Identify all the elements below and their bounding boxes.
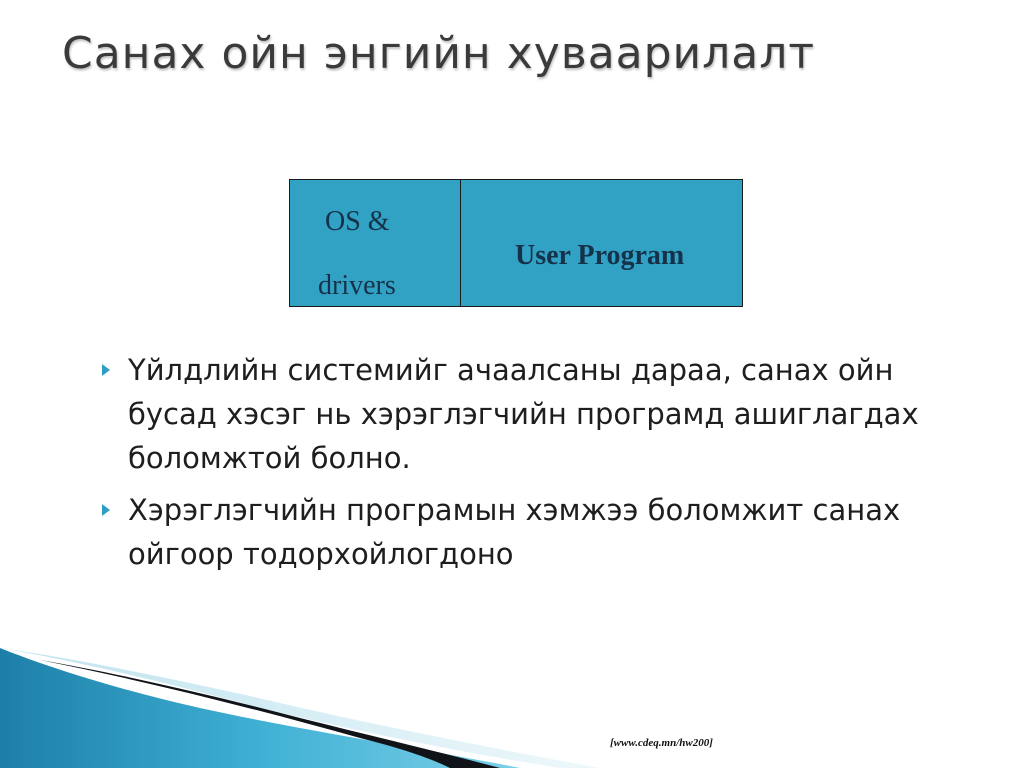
slide-title: Санах ойн энгийн хуваарилалт	[62, 28, 815, 79]
citation-text: [www.cdeq.mn/hw200]	[610, 737, 713, 749]
memory-layout-diagram	[289, 179, 743, 307]
os-drivers-partition	[290, 180, 461, 306]
user-program-partition	[461, 180, 742, 306]
os-label-line1: OS &	[325, 206, 390, 237]
triangle-bullet-icon	[102, 364, 110, 376]
bullet-item	[100, 348, 960, 480]
bullet-text: Хэрэглэгчийн програмын хэмжээ боломжит санах ойгоор тодорхойлогдоно	[128, 493, 901, 571]
bullet-item	[100, 488, 960, 576]
bullet-text: Үйлдлийн системийг ачаалсаны дараа, санах ойн бусад хэсэг нь хэрэглэгчийн програмд ашиглагдах боломжтой болно.	[128, 353, 919, 475]
user-program-label: User Program	[515, 240, 685, 271]
decorative-wave-band	[0, 620, 1024, 768]
os-label-line2: drivers	[318, 270, 396, 301]
bullet-list	[100, 348, 960, 584]
triangle-bullet-icon	[102, 504, 110, 516]
